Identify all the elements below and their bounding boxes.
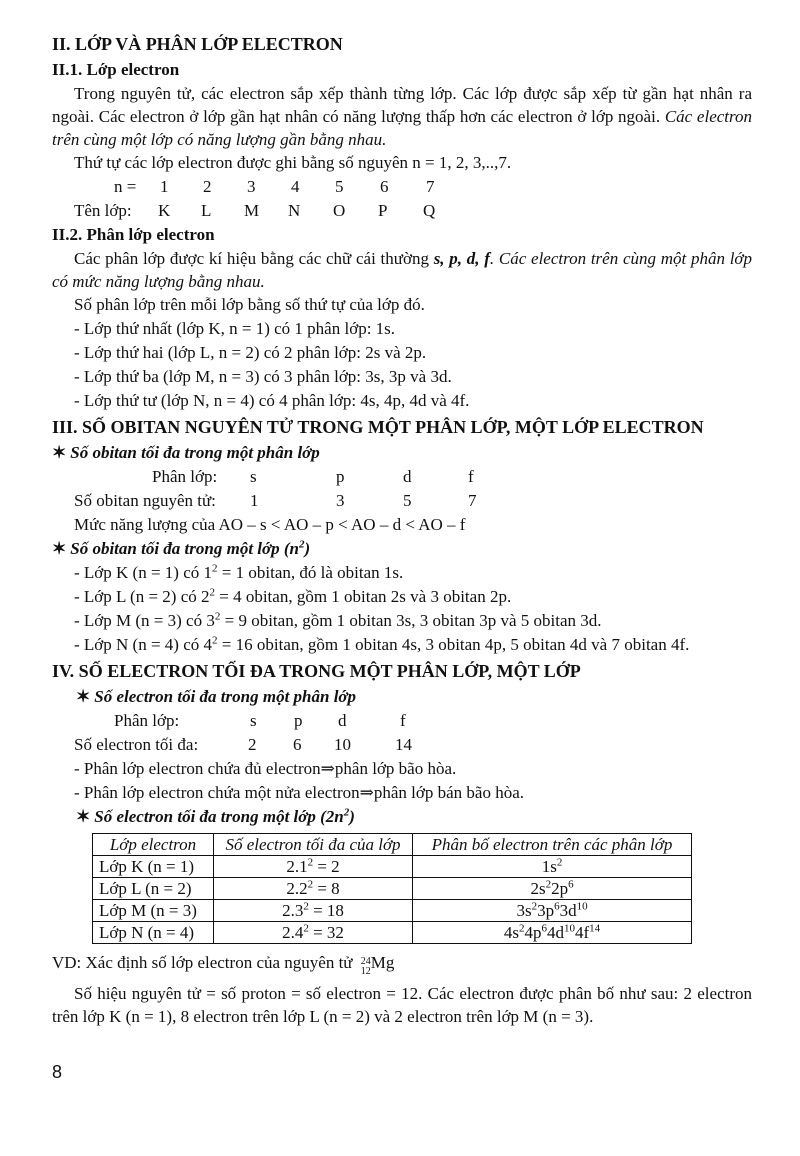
element-symbol: Mg bbox=[370, 953, 395, 972]
layer-cell: Lớp M (n = 3) bbox=[93, 900, 214, 922]
n-value: 6 bbox=[380, 177, 389, 196]
superscript: 2 bbox=[303, 922, 309, 935]
formula-base: 2.3 bbox=[282, 901, 304, 920]
sublevel-label: Phân lớp: bbox=[114, 711, 180, 730]
energy-order: Mức năng lượng của AO – s < AO – p < AO – d < AO – f bbox=[74, 515, 466, 534]
layer-name: M bbox=[244, 201, 260, 220]
list-item bbox=[52, 561, 752, 585]
sublevel: p bbox=[336, 467, 345, 486]
electron-count-row bbox=[52, 733, 752, 757]
star-icon: ✶ bbox=[52, 443, 67, 462]
star-heading-orbitals-sublevel bbox=[52, 441, 752, 465]
layer-name: K bbox=[158, 201, 171, 220]
max-electron-cell bbox=[214, 900, 413, 922]
superscript: 2 bbox=[307, 856, 314, 869]
list-item: - Lớp thứ hai (lớp L, n = 2) có 2 phân lớp: 2s và 2p. bbox=[74, 343, 427, 362]
n-value: 2 bbox=[203, 177, 212, 196]
distribution-cell bbox=[413, 878, 692, 900]
distribution-cell bbox=[413, 922, 692, 944]
sublevel-symbol: 4p bbox=[524, 923, 542, 942]
sublevel: f bbox=[400, 711, 406, 730]
isotope-notation bbox=[361, 957, 371, 977]
formula-base: 2.1 bbox=[286, 857, 308, 876]
superscript: 2 bbox=[212, 562, 218, 575]
max-electron-cell bbox=[214, 878, 413, 900]
orbital-count: 1 bbox=[250, 491, 259, 510]
list-item bbox=[52, 757, 752, 781]
orbital-count: 7 bbox=[468, 491, 477, 510]
mass-number: 24 bbox=[360, 956, 371, 967]
sublevel: f bbox=[468, 467, 474, 486]
paragraph-order: Thứ tự các lớp electron được ghi bằng số nguyên n = 1, 2, 3,..,7. bbox=[74, 153, 512, 172]
superscript: 2 bbox=[303, 900, 309, 913]
list-item: - Lớp thứ nhất (lớp K, n = 1) có 1 phân lớp: 1s. bbox=[74, 319, 396, 338]
section-2-1-title: II.1. Lớp electron bbox=[52, 60, 180, 79]
list-item bbox=[52, 781, 752, 805]
sublevel-symbol: 4d bbox=[546, 923, 564, 942]
paragraph-layers bbox=[52, 82, 752, 151]
example-text: VD: Xác định số lớp electron của nguyên tử bbox=[52, 953, 357, 972]
superscript: 2 bbox=[212, 634, 218, 647]
max-electron-cell bbox=[214, 922, 413, 944]
list-item bbox=[52, 609, 752, 633]
electron-count-superscript: 10 bbox=[563, 922, 575, 935]
electron-count: 6 bbox=[293, 735, 302, 754]
layer-cell: Lớp N (n = 4) bbox=[93, 922, 214, 944]
sublevel-symbol: 4s bbox=[503, 923, 519, 942]
table-row bbox=[93, 856, 692, 878]
sublevel: d bbox=[403, 467, 412, 486]
orbital-count-label: Số obitan nguyên tử: bbox=[74, 491, 216, 510]
superscript: 2 bbox=[209, 586, 215, 599]
table-header-row bbox=[93, 834, 692, 856]
electron-count-superscript: 6 bbox=[541, 922, 547, 935]
formula-result: = 32 bbox=[308, 923, 344, 942]
layer-cell: Lớp L (n = 2) bbox=[93, 878, 214, 900]
list-item-text: = 9 obitan, gồm 1 obitan 3s, 3 obitan 3p và 5 obitan 3d. bbox=[220, 611, 602, 630]
electron-count-superscript: 2 bbox=[545, 878, 552, 891]
content bbox=[52, 30, 752, 1028]
list-item bbox=[52, 585, 752, 609]
formula-base: 2.2 bbox=[286, 879, 308, 898]
sublevel-row bbox=[52, 709, 752, 733]
n-value: 3 bbox=[247, 177, 256, 196]
paragraph-layers-italic: Các electron trên cùng một lớp có năng lượng gần bằng nhau. bbox=[52, 107, 752, 149]
sublevel-symbol: 3s bbox=[516, 901, 532, 920]
star-heading-text: Số electron tối đa trong một lớp (2n bbox=[94, 807, 344, 826]
list-item: - Lớp thứ ba (lớp M, n = 3) có 3 phân lớp: 3s, 3p và 3d. bbox=[74, 367, 452, 386]
star-heading-orbitals-layer bbox=[52, 537, 752, 561]
sublevel: s bbox=[250, 711, 257, 730]
star-heading-close: ) bbox=[349, 807, 355, 826]
implies-arrow-icon: ⇒ bbox=[359, 783, 374, 802]
list-item bbox=[52, 633, 752, 657]
section-4-title: IV. SỐ ELECTRON TỐI ĐA TRONG MỘT PHÂN LỚP, MỘT LỚP bbox=[52, 661, 581, 681]
sublevel: p bbox=[294, 711, 303, 730]
sublevel-label: Phân lớp: bbox=[152, 467, 218, 486]
list-item-text: = 4 obitan, gồm 1 obitan 2s và 3 obitan 2p. bbox=[215, 587, 512, 606]
paragraph-sublayer-count: Số phân lớp trên mỗi lớp bằng số thứ tự của lớp đó. bbox=[74, 295, 425, 314]
table-header: Phân bố electron trên các phân lớp bbox=[413, 834, 692, 856]
formula-result: = 18 bbox=[308, 901, 344, 920]
example-line bbox=[52, 950, 752, 976]
paragraph-sublayers bbox=[52, 247, 752, 293]
section-2-2-title: II.2. Phân lớp electron bbox=[52, 225, 215, 244]
superscript: 2 bbox=[343, 806, 350, 819]
list-item-text: - Phân lớp electron chứa một nửa electron bbox=[74, 783, 360, 802]
electron-count-superscript: 6 bbox=[554, 900, 560, 913]
layer-cell: Lớp K (n = 1) bbox=[93, 856, 214, 878]
star-heading-text: Số obitan tối đa trong một phân lớp bbox=[70, 443, 320, 462]
electron-count-superscript: 2 bbox=[531, 900, 538, 913]
table-header: Lớp electron bbox=[93, 834, 214, 856]
electron-count-superscript: 14 bbox=[589, 922, 601, 935]
layer-name: L bbox=[201, 201, 212, 220]
layer-name-label: Tên lớp: bbox=[74, 201, 132, 220]
electron-count-label: Số electron tối đa: bbox=[74, 735, 199, 754]
table-header: Số electron tối đa của lớp bbox=[214, 834, 413, 856]
n-value: 4 bbox=[291, 177, 300, 196]
sublevel-symbol: 3d bbox=[559, 901, 577, 920]
section-2-title: II. LỚP VÀ PHÂN LỚP ELECTRON bbox=[52, 34, 343, 54]
electron-count: 10 bbox=[334, 735, 351, 754]
star-heading-text: Số electron tối đa trong một phân lớp bbox=[94, 687, 357, 706]
section-3-title: III. SỐ OBITAN NGUYÊN TỬ TRONG MỘT PHÂN LỚP, MỘT LỚP ELECTRON bbox=[52, 417, 704, 437]
paragraph-sublayers-italic: . Các electron trên cùng một phân lớp có mức năng lượng bằng nhau. bbox=[52, 249, 752, 291]
paragraph-sublayers-text: Các phân lớp được kí hiệu bằng các chữ cái thường bbox=[74, 249, 434, 268]
electron-count-superscript: 2 bbox=[518, 922, 525, 935]
star-icon: ✶ bbox=[76, 687, 91, 706]
page-number: 8 bbox=[52, 1062, 63, 1082]
superscript: 2 bbox=[214, 610, 221, 623]
sublevel-symbol: 4f bbox=[574, 923, 590, 942]
star-heading-close: ) bbox=[304, 539, 311, 558]
electron-table bbox=[92, 833, 692, 944]
list-item-text: = 1 obitan, đó là obitan 1s. bbox=[217, 563, 404, 582]
orbital-count-row bbox=[52, 489, 752, 513]
layer-name: Q bbox=[423, 201, 436, 220]
star-icon: ✶ bbox=[76, 807, 91, 826]
list-item-text: - Lớp K (n = 1) có 1 bbox=[74, 563, 213, 582]
table-row bbox=[93, 878, 692, 900]
formula-result: = 8 bbox=[313, 879, 340, 898]
n-value: 7 bbox=[426, 177, 435, 196]
implies-arrow-icon: ⇒ bbox=[320, 759, 335, 778]
n-value: 5 bbox=[335, 177, 344, 196]
n-value: 1 bbox=[160, 177, 169, 196]
orbital-count: 5 bbox=[403, 491, 412, 510]
list-item-text: - Lớp M (n = 3) có 3 bbox=[74, 611, 215, 630]
list-item-text: phân lớp bão hòa. bbox=[334, 759, 457, 778]
star-icon: ✶ bbox=[52, 539, 67, 558]
atomic-number: 12 bbox=[360, 966, 371, 977]
layer-name: P bbox=[378, 201, 388, 220]
formula-base: 2.4 bbox=[282, 923, 304, 942]
list-item-text: = 16 obitan, gồm 1 obitan 4s, 3 obitan 4p, 5 obitan 4d và 7 obitan 4f. bbox=[217, 635, 690, 654]
list-item-text: - Phân lớp electron chứa đủ electron bbox=[74, 759, 321, 778]
layer-name: N bbox=[288, 201, 301, 220]
list-item-text: - Lớp N (n = 4) có 4 bbox=[74, 635, 213, 654]
list-item-text: phân lớp bán bão hòa. bbox=[373, 783, 525, 802]
electron-count: 14 bbox=[395, 735, 412, 754]
example-explanation: Số hiệu nguyên tử = số proton = số electron = 12. Các electron được phân bố như sau: 2 electron trên lớp K (n = 1), 8 electron trên lớp L (n = 2) và 2 electron trên lớp M (n = 3). bbox=[52, 984, 752, 1026]
sublevel-symbol: 3p bbox=[537, 901, 555, 920]
list-item: - Lớp thứ tư (lớp N, n = 4) có 4 phân lớp: 4s, 4p, 4d và 4f. bbox=[74, 391, 470, 410]
sublevel: d bbox=[338, 711, 347, 730]
distribution-cell bbox=[413, 900, 692, 922]
electron-count-superscript: 2 bbox=[556, 856, 563, 869]
table-row bbox=[93, 900, 692, 922]
sublevel-symbol: 1s bbox=[541, 857, 557, 876]
sublevel-row bbox=[52, 465, 752, 489]
sublevel-symbol: 2p bbox=[551, 879, 569, 898]
star-heading-electrons-layer bbox=[52, 805, 752, 829]
layer-name: O bbox=[333, 201, 346, 220]
paragraph-layers-text: Trong nguyên tử, các electron sắp xếp thành từng lớp. Các lớp được sắp xếp từ gần hạt nhân ra ngoài. Các electron ở lớp gần hạt nhân có năng lượng thấp hơn các electron ở lớp ngoài. bbox=[52, 84, 752, 126]
distribution-cell bbox=[413, 856, 692, 878]
star-heading-text: Số obitan tối đa trong một lớp (n bbox=[70, 539, 300, 558]
list-item-text: - Lớp L (n = 2) có 2 bbox=[74, 587, 210, 606]
formula-result: = 2 bbox=[313, 857, 340, 876]
sublevel-symbol: 2s bbox=[530, 879, 546, 898]
electron-count-superscript: 6 bbox=[568, 878, 574, 891]
orbital-count: 3 bbox=[336, 491, 345, 510]
sublevel: s bbox=[250, 467, 257, 486]
paragraph-sublayers-letters: s, p, d, f bbox=[433, 249, 490, 268]
superscript: 2 bbox=[307, 878, 314, 891]
max-electron-cell bbox=[214, 856, 413, 878]
electron-count-superscript: 10 bbox=[576, 900, 588, 913]
superscript: 2 bbox=[299, 538, 305, 551]
table-row bbox=[93, 922, 692, 944]
n-label: n = bbox=[114, 177, 137, 196]
n-row bbox=[52, 175, 752, 199]
electron-count: 2 bbox=[248, 735, 257, 754]
layer-name-row bbox=[52, 199, 752, 223]
star-heading-electrons-sublevel bbox=[52, 685, 752, 709]
